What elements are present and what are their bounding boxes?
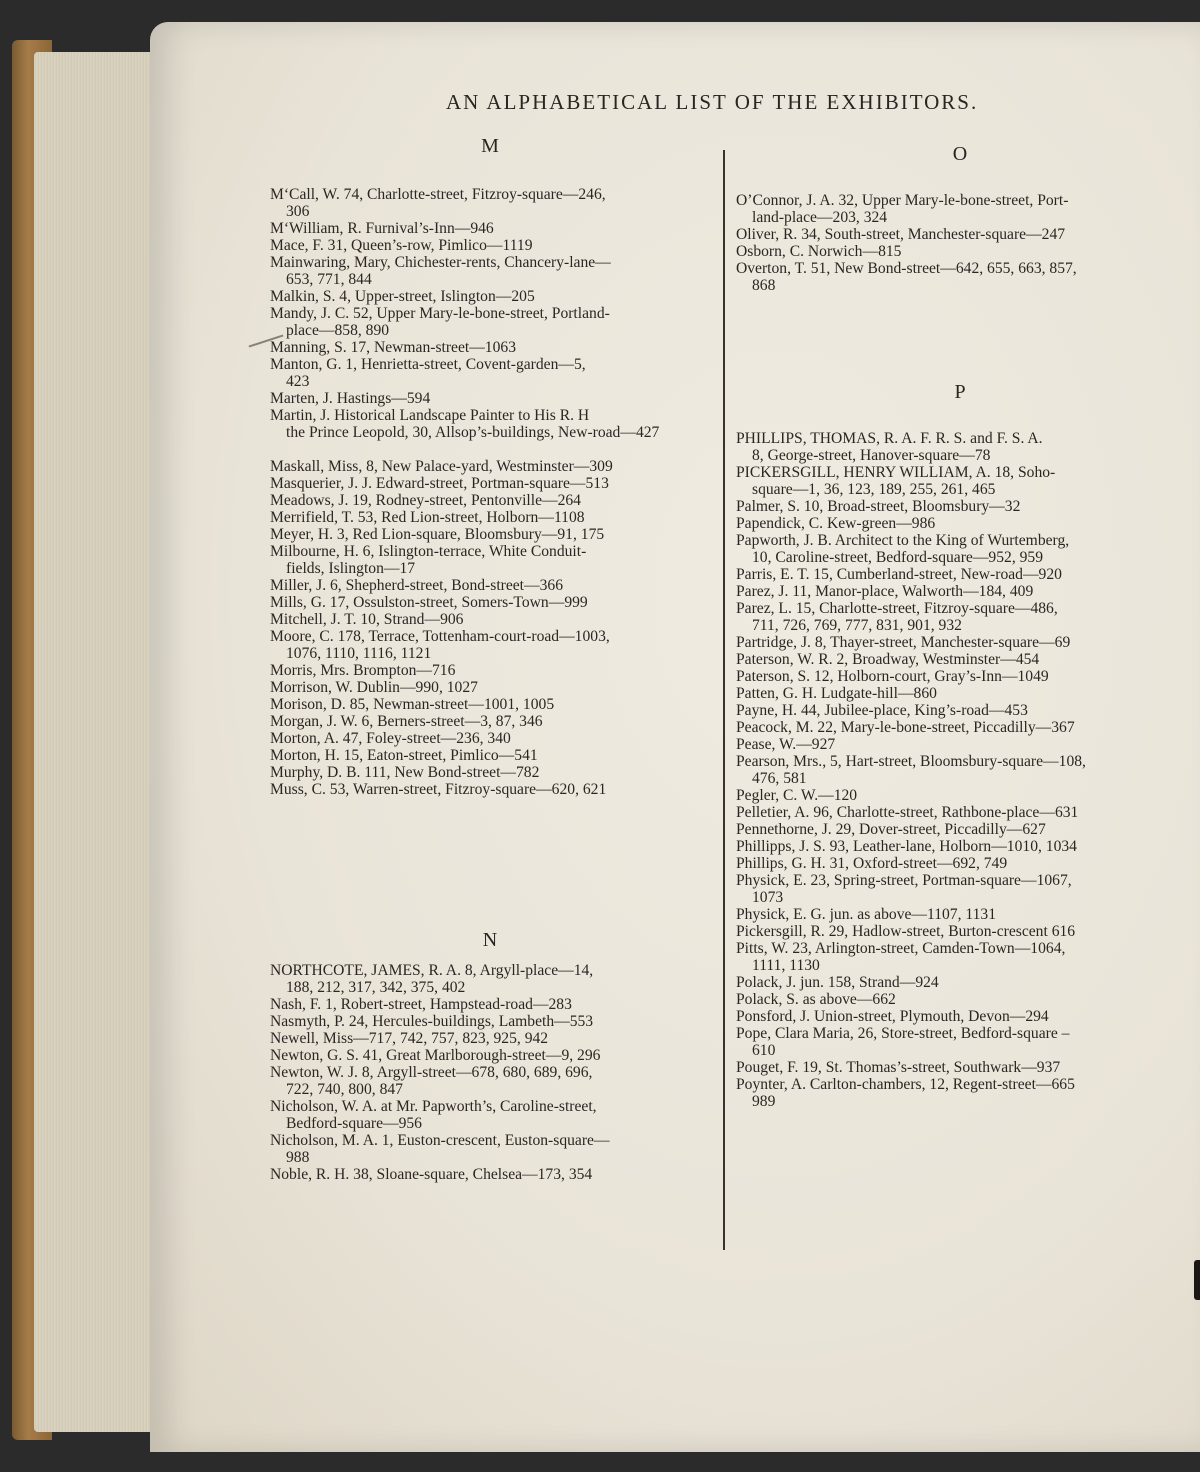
right-column xyxy=(736,0,1184,1472)
exhibitor-entry xyxy=(270,305,710,339)
section-letter-o: O xyxy=(952,143,968,165)
entry-line: Parris, E. T. 15, Cumberland-street, New-road—920 xyxy=(736,566,1062,583)
entry-line: Phillips, G. H. 31, Oxford-street—692, 749 xyxy=(736,855,1008,872)
entry-line: Oliver, R. 34, South-street, Manchester-square—247 xyxy=(736,226,1066,243)
exhibitor-entry xyxy=(736,906,1184,923)
exhibitor-entry xyxy=(270,713,710,730)
entry-line: Noble, R. H. 38, Sloane-square, Chelsea—173, 354 xyxy=(270,1166,593,1183)
exhibitor-entry xyxy=(736,940,1184,974)
entry-continuation: 1076, 1110, 1116, 1121 xyxy=(286,645,432,662)
exhibitor-entry xyxy=(736,651,1184,668)
entry-line: NORTHCOTE, JAMES, R. A. 8, Argyll-place—14, xyxy=(270,962,594,979)
column-divider xyxy=(723,150,725,1250)
entry-continuation: square—1, 36, 123, 189, 255, 261, 465 xyxy=(752,481,996,498)
section-letter-n: N xyxy=(482,929,498,951)
exhibitor-entry xyxy=(270,186,710,220)
entry-line: Martin, J. Historical Landscape Painter to His R. H xyxy=(270,407,590,424)
exhibitor-entry xyxy=(736,1076,1184,1110)
entry-line: Mitchell, J. T. 10, Strand—906 xyxy=(270,611,464,628)
exhibitor-entry xyxy=(270,492,710,509)
exhibitor-entry xyxy=(270,628,710,662)
exhibitor-entry xyxy=(736,464,1184,498)
exhibitor-entry xyxy=(736,566,1184,583)
entry-line: Physick, E. G. jun. as above—1107, 1131 xyxy=(736,906,997,923)
entry-line: Meadows, J. 19, Rodney-street, Pentonville—264 xyxy=(270,492,581,509)
entry-line: Pitts, W. 23, Arlington-street, Camden-Town—1064, xyxy=(736,940,1066,957)
exhibitor-entry xyxy=(736,838,1184,855)
entry-continuation: 610 xyxy=(752,1042,776,1059)
entry-line: Pouget, F. 19, St. Thomas’s-street, Southwark—937 xyxy=(736,1059,1061,1076)
exhibitor-entry xyxy=(270,1013,710,1030)
entry-line: Nasmyth, P. 24, Hercules-buildings, Lambeth—553 xyxy=(270,1013,594,1030)
entry-continuation: 989 xyxy=(752,1093,776,1110)
entry-line: Physick, E. 23, Spring-street, Portman-square—1067, xyxy=(736,872,1072,889)
exhibitor-entry xyxy=(736,991,1184,1008)
entry-line: Mace, F. 31, Queen’s-row, Pimlico—1119 xyxy=(270,237,533,254)
entry-line: PICKERSGILL, HENRY WILLIAM, A. 18, Soho- xyxy=(736,464,1056,481)
section-letter-m: M xyxy=(481,135,499,157)
exhibitor-entry xyxy=(270,288,710,305)
exhibitor-entry xyxy=(270,747,710,764)
entry-line: Manton, G. 1, Henrietta-street, Covent-garden—5, xyxy=(270,356,586,373)
exhibitor-entry xyxy=(736,600,1184,634)
exhibitor-entry xyxy=(270,611,710,628)
entry-continuation: 8, George-street, Hanover-square—78 xyxy=(752,447,991,464)
entry-line: Pope, Clara Maria, 26, Store-street, Bedford-square – xyxy=(736,1025,1070,1042)
entry-continuation: 1111, 1130 xyxy=(752,957,820,974)
exhibitor-entry xyxy=(270,458,710,475)
exhibitor-entry xyxy=(270,339,710,356)
entry-line: Papworth, J. B. Architect to the King of Wurtemberg, xyxy=(736,532,1070,549)
entry-line: Pease, W.—927 xyxy=(736,736,836,753)
entry-continuation: land-place—203, 324 xyxy=(752,209,888,226)
entry-line: Masquerier, J. J. Edward-street, Portman-square—513 xyxy=(270,475,609,492)
entry-line: Pelletier, A. 96, Charlotte-street, Rathbone-place—631 xyxy=(736,804,1079,821)
exhibitor-entry xyxy=(270,1047,710,1064)
exhibitor-entry xyxy=(270,1064,710,1098)
entry-line: Pickersgill, R. 29, Hadlow-street, Burton-crescent 616 xyxy=(736,923,1076,940)
entry-line: Overton, T. 51, New Bond-street—642, 655, 663, 857, xyxy=(736,260,1077,277)
entry-line: Mainwaring, Mary, Chichester-rents, Chancery-lane— xyxy=(270,254,611,271)
exhibitor-entry xyxy=(270,781,710,798)
entry-line: Parez, J. 11, Manor-place, Walworth—184, 409 xyxy=(736,583,1034,600)
exhibitor-entry xyxy=(736,226,1184,243)
exhibitor-entry xyxy=(736,736,1184,753)
entry-line: Mandy, J. C. 52, Upper Mary-le-bone-street, Portland- xyxy=(270,305,610,322)
entry-line: Meyer, H. 3, Red Lion-square, Bloomsbury—91, 175 xyxy=(270,526,605,543)
exhibitor-entry xyxy=(736,430,1184,464)
entry-line: Morison, D. 85, Newman-street—1001, 1005 xyxy=(270,696,555,713)
entry-line: PHILLIPS, THOMAS, R. A. F. R. S. and F. S. A. xyxy=(736,430,1043,447)
exhibitor-entry xyxy=(270,407,710,441)
section-letter-p: P xyxy=(954,381,966,403)
exhibitor-entry xyxy=(736,243,1184,260)
entry-line: Newell, Miss—717, 742, 757, 823, 925, 942 xyxy=(270,1030,549,1047)
entry-line: Partridge, J. 8, Thayer-street, Manchester-square—69 xyxy=(736,634,1071,651)
exhibitor-entry xyxy=(736,855,1184,872)
entry-line: Morris, Mrs. Brompton—716 xyxy=(270,662,456,679)
entry-line: Malkin, S. 4, Upper-street, Islington—205 xyxy=(270,288,535,305)
exhibitor-entry xyxy=(270,237,710,254)
exhibitor-entry xyxy=(270,475,710,492)
entry-line: Mills, G. 17, Ossulston-street, Somers-Town—999 xyxy=(270,594,588,611)
entry-line: Ponsford, J. Union-street, Plymouth, Devon—294 xyxy=(736,1008,1049,1025)
entry-line: Pegler, C. W.—120 xyxy=(736,787,858,804)
exhibitor-entry xyxy=(270,254,710,288)
page-edge-tab xyxy=(1194,1260,1200,1300)
entry-line: Phillipps, J. S. 93, Leather-lane, Holborn—1010, 1034 xyxy=(736,838,1077,855)
exhibitor-entry xyxy=(736,872,1184,906)
entry-continuation: 188, 212, 317, 342, 375, 402 xyxy=(286,979,466,996)
running-head: AN ALPHABETICAL LIST OF THE EXHIBITORS. xyxy=(446,90,979,114)
exhibitor-entry xyxy=(736,634,1184,651)
exhibitor-entry xyxy=(270,509,710,526)
entry-line: Papendick, C. Kew-green—986 xyxy=(736,515,936,532)
entry-continuation: Bedford-square—956 xyxy=(286,1115,422,1132)
entry-line: Maskall, Miss, 8, New Palace-yard, Westminster—309 xyxy=(270,458,613,475)
exhibitor-entry xyxy=(270,696,710,713)
entry-line: Morton, A. 47, Foley-street—236, 340 xyxy=(270,730,511,747)
entry-line: O’Connor, J. A. 32, Upper Mary-le-bone-street, Port- xyxy=(736,192,1069,209)
exhibitor-entry xyxy=(270,1098,710,1132)
exhibitor-entry xyxy=(736,719,1184,736)
entry-line: Merrifield, T. 53, Red Lion-street, Holborn—1108 xyxy=(270,509,585,526)
entry-line: Polack, J. jun. 158, Strand—924 xyxy=(736,974,939,991)
entry-line: Peacock, M. 22, Mary-le-bone-street, Piccadilly—367 xyxy=(736,719,1075,736)
exhibitor-entry xyxy=(736,260,1184,294)
entry-continuation: 868 xyxy=(752,277,776,294)
exhibitor-entry xyxy=(270,662,710,679)
entry-line: Milbourne, H. 6, Islington-terrace, White Conduit- xyxy=(270,543,587,560)
exhibitor-entry xyxy=(736,974,1184,991)
entry-line: Patten, G. H. Ludgate-hill—860 xyxy=(736,685,937,702)
exhibitor-entry xyxy=(736,753,1184,787)
exhibitor-entry xyxy=(736,583,1184,600)
entry-line: Parez, L. 15, Charlotte-street, Fitzroy-square—486, xyxy=(736,600,1058,617)
entry-continuation: fields, Islington—17 xyxy=(286,560,416,577)
exhibitor-entry xyxy=(736,1008,1184,1025)
entry-continuation: place—858, 890 xyxy=(286,322,390,339)
entry-line: Nicholson, M. A. 1, Euston-crescent, Euston-square— xyxy=(270,1132,610,1149)
exhibitor-entry xyxy=(736,685,1184,702)
exhibitor-entry xyxy=(736,821,1184,838)
entry-line: Newton, W. J. 8, Argyll-street—678, 680, 689, 696, xyxy=(270,1064,593,1081)
exhibitor-entry xyxy=(270,356,710,390)
entry-continuation: 10, Caroline-street, Bedford-square—952, 959 xyxy=(752,549,1044,566)
exhibitor-entry xyxy=(270,1132,710,1166)
exhibitor-entry xyxy=(736,532,1184,566)
entry-continuation: 711, 726, 769, 777, 831, 901, 932 xyxy=(752,617,962,634)
entry-line: Marten, J. Hastings—594 xyxy=(270,390,431,407)
exhibitor-entry xyxy=(736,1025,1184,1059)
entry-line: Nash, F. 1, Robert-street, Hampstead-road—283 xyxy=(270,996,572,1013)
exhibitor-entry xyxy=(736,804,1184,821)
entry-continuation: 988 xyxy=(286,1149,310,1166)
entry-line: Morgan, J. W. 6, Berners-street—3, 87, 346 xyxy=(270,713,543,730)
exhibitor-entry xyxy=(270,679,710,696)
exhibitor-entry xyxy=(736,787,1184,804)
exhibitor-entry xyxy=(736,668,1184,685)
exhibitor-entry xyxy=(270,390,710,407)
entry-continuation: the Prince Leopold, 30, Allsop’s-buildings, New-road—427 xyxy=(286,424,660,441)
exhibitor-entry xyxy=(736,1059,1184,1076)
entry-line: Newton, G. S. 41, Great Marlborough-street—9, 296 xyxy=(270,1047,601,1064)
exhibitor-entry xyxy=(736,192,1184,226)
entry-line: Polack, S. as above—662 xyxy=(736,991,896,1008)
exhibitor-entry xyxy=(270,1030,710,1047)
entry-line: Morrison, W. Dublin—990, 1027 xyxy=(270,679,478,696)
entry-line: Payne, H. 44, Jubilee-place, King’s-road—453 xyxy=(736,702,1028,719)
entry-continuation: 1073 xyxy=(752,889,784,906)
exhibitor-entry xyxy=(270,577,710,594)
exhibitor-entry xyxy=(270,526,710,543)
entry-line: Osborn, C. Norwich—815 xyxy=(736,243,902,260)
exhibitor-entry xyxy=(736,702,1184,719)
exhibitor-entry xyxy=(270,996,710,1013)
exhibitor-entry xyxy=(736,923,1184,940)
entry-continuation: 423 xyxy=(286,373,310,390)
exhibitor-entry xyxy=(270,962,710,996)
entry-line: Muss, C. 53, Warren-street, Fitzroy-square—620, 621 xyxy=(270,781,607,798)
entry-line: M‘William, R. Furnival’s-Inn—946 xyxy=(270,220,494,237)
exhibitor-entry xyxy=(270,1166,710,1183)
entry-line: Manning, S. 17, Newman-street—1063 xyxy=(270,339,516,356)
exhibitor-entry xyxy=(736,515,1184,532)
left-column xyxy=(270,0,710,1472)
exhibitor-entry xyxy=(270,764,710,781)
entry-line: Miller, J. 6, Shepherd-street, Bond-street—366 xyxy=(270,577,563,594)
entry-continuation: 722, 740, 800, 847 xyxy=(286,1081,403,1098)
entry-line: Paterson, W. R. 2, Broadway, Westminster—454 xyxy=(736,651,1040,668)
entry-line: Paterson, S. 12, Holborn-court, Gray’s-Inn—1049 xyxy=(736,668,1049,685)
entry-continuation: 653, 771, 844 xyxy=(286,271,372,288)
exhibitor-entry xyxy=(270,543,710,577)
entry-line: Morton, H. 15, Eaton-street, Pimlico—541 xyxy=(270,747,538,764)
entry-continuation: 476, 581 xyxy=(752,770,807,787)
entry-line: Pearson, Mrs., 5, Hart-street, Bloomsbury-square—108, xyxy=(736,753,1086,770)
exhibitor-entry xyxy=(270,730,710,747)
entry-line: Murphy, D. B. 111, New Bond-street—782 xyxy=(270,764,540,781)
entry-line: M‘Call, W. 74, Charlotte-street, Fitzroy-square—246, xyxy=(270,186,606,203)
entry-continuation: 306 xyxy=(286,203,310,220)
entry-line: Pennethorne, J. 29, Dover-street, Piccadilly—627 xyxy=(736,821,1046,838)
exhibitor-entry xyxy=(736,498,1184,515)
entry-line: Palmer, S. 10, Broad-street, Bloomsbury—32 xyxy=(736,498,1021,515)
entry-line: Poynter, A. Carlton-chambers, 12, Regent-street—665 xyxy=(736,1076,1075,1093)
exhibitor-entry xyxy=(270,594,710,611)
exhibitor-entry xyxy=(270,220,710,237)
entry-line: Moore, C. 178, Terrace, Tottenham-court-road—1003, xyxy=(270,628,610,645)
entry-line: Nicholson, W. A. at Mr. Papworth’s, Caroline-street, xyxy=(270,1098,597,1115)
